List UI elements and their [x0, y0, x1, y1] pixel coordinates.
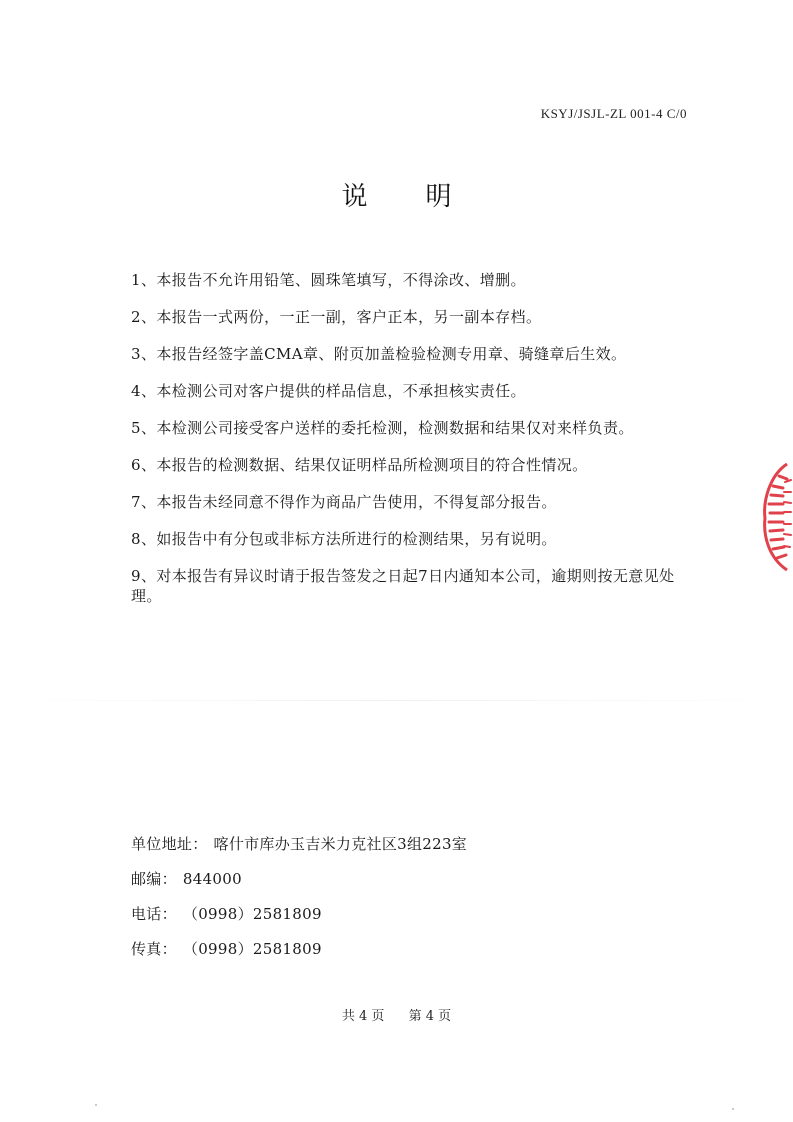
scan-speck: [732, 1108, 734, 1110]
note-item: 2、本报告一式两份，一正一副，客户正本，另一副本存档。: [131, 308, 542, 326]
address-label: 单位地址：: [131, 835, 208, 853]
address-row: [131, 834, 691, 854]
address-value: 喀什市库办玉吉米力克社区3组223室: [213, 835, 468, 853]
notes-list: [131, 270, 691, 623]
note-item: 7、本报告未经同意不得作为商品广告使用，不得复部分报告。: [131, 493, 557, 511]
note-item: 8、如报告中有分包或非标方法所进行的检测结果，另有说明。: [131, 530, 557, 548]
phone-value: （0998）2581809: [182, 905, 322, 923]
note-item: 6、本报告的检测数据、结果仅证明样品所检测项目的符合性情况。: [131, 456, 588, 474]
note-item: 5、本检测公司接受客户送样的委托检测，检测数据和结果仅对来样负责。: [131, 419, 634, 437]
note-item: 1、本报告不允许用铅笔、圆珠笔填写，不得涂改、增删。: [131, 271, 526, 289]
total-pages: 共 4 页: [341, 1009, 385, 1024]
phone-row: [131, 904, 691, 924]
page-fold-line: [0, 700, 793, 701]
scan-speck: [95, 1104, 97, 1106]
postcode-row: [131, 869, 691, 889]
phone-label: 电话：: [131, 905, 177, 923]
document-code: KSYJ/JSJL-ZL 001-4 C/0: [540, 106, 687, 121]
page-title: 说明: [341, 182, 510, 212]
fax-label: 传真：: [131, 940, 177, 958]
current-page: 第 4 页: [408, 1009, 452, 1024]
contact-info: [131, 834, 691, 974]
postcode-label: 邮编：: [131, 870, 177, 888]
note-item: 4、本检测公司对客户提供的样品信息，不承担核实责任。: [131, 382, 526, 400]
fax-row: [131, 939, 691, 959]
seal-stamp-icon: [757, 462, 793, 572]
fax-value: （0998）2581809: [182, 940, 322, 958]
note-item: 9、对本报告有异议时请于报告签发之日起7日内通知本公司，逾期则按无意见处理。: [131, 567, 675, 605]
note-item: 3、本报告经签字盖CMA章、附页加盖检验检测专用章、骑缝章后生效。: [131, 345, 627, 363]
page-footer: [0, 1005, 793, 1024]
postcode-value: 844000: [182, 870, 242, 888]
